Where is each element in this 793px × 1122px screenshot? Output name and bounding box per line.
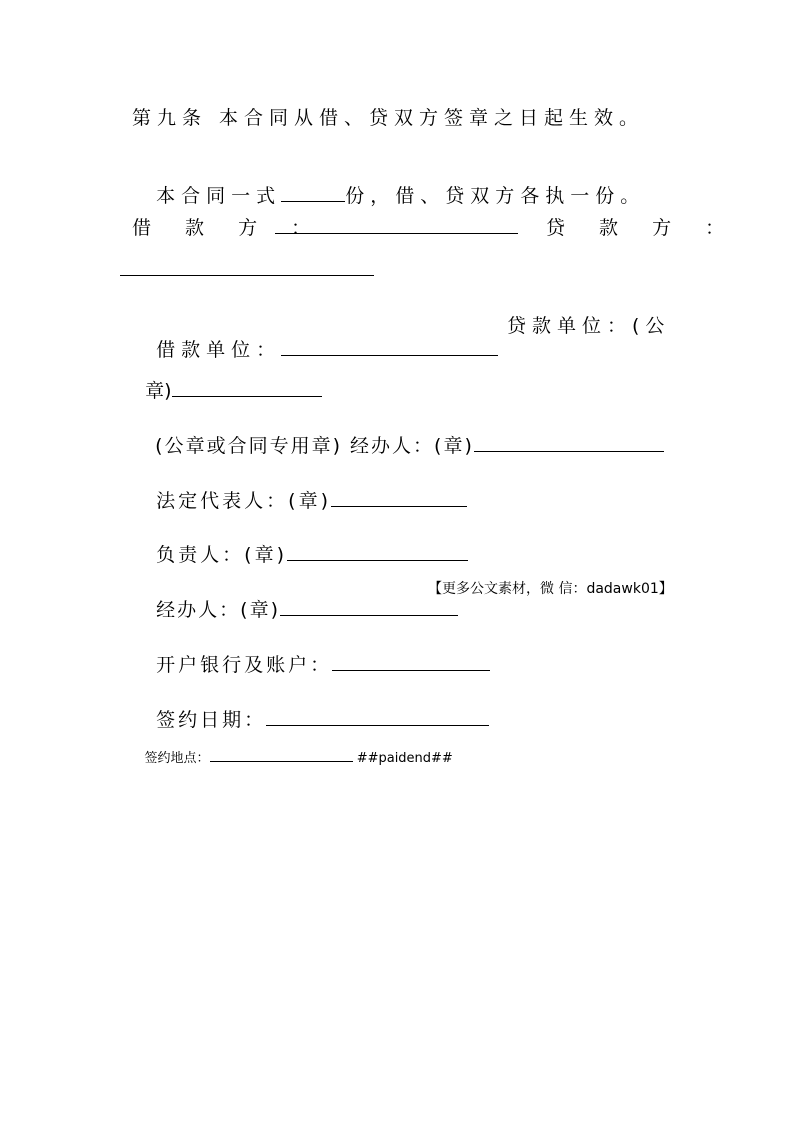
sign-date-label: 签约日期：	[156, 709, 267, 731]
seal-handler-field[interactable]	[474, 434, 664, 452]
responsible-label: 负责人：(章)	[156, 544, 287, 566]
borrower-field[interactable]	[275, 216, 518, 240]
bank-account-label: 开户银行及账户：	[156, 654, 333, 676]
sign-date-field[interactable]	[266, 708, 489, 726]
promo-note: 【更多公文素材，微 信：dadawk01】	[428, 581, 673, 597]
lender-label: 贷 款 方 ：	[546, 217, 739, 239]
article-nine-line: 第九条 本合同从借、贷双方签章之日起生效。	[132, 107, 645, 129]
responsible-field[interactable]	[287, 543, 468, 561]
sign-place-label: 签约地点：	[144, 751, 210, 766]
borrower-label: 借 款 方 ：	[132, 217, 325, 239]
borrower-unit-label: 借款单位：	[156, 339, 282, 361]
legal-rep-field[interactable]	[331, 489, 467, 507]
legal-rep-label: 法定代表人：(章)	[156, 490, 331, 512]
copies-suffix: 份，借、贷双方各执一份。	[345, 185, 646, 207]
sign-place-line	[128, 733, 453, 783]
bank-account-field[interactable]	[332, 653, 490, 671]
lender-unit-field[interactable]	[172, 379, 322, 397]
borrower-unit-field[interactable]	[281, 338, 498, 356]
sign-place-field[interactable]	[210, 749, 353, 762]
lender-unit-label: 贷款单位：(公	[507, 315, 671, 337]
seal-handler-label: (公章或合同专用章) 经办人：(章)	[155, 435, 474, 457]
copies-prefix: 本合同一式	[156, 185, 282, 207]
copies-blank[interactable]	[281, 184, 345, 202]
lender-field[interactable]	[120, 258, 374, 282]
paid-end-marker: ##paidend##	[356, 751, 453, 766]
lender-unit-cont: 章)	[145, 380, 172, 402]
handler-label: 经办人：(章)	[156, 599, 280, 621]
